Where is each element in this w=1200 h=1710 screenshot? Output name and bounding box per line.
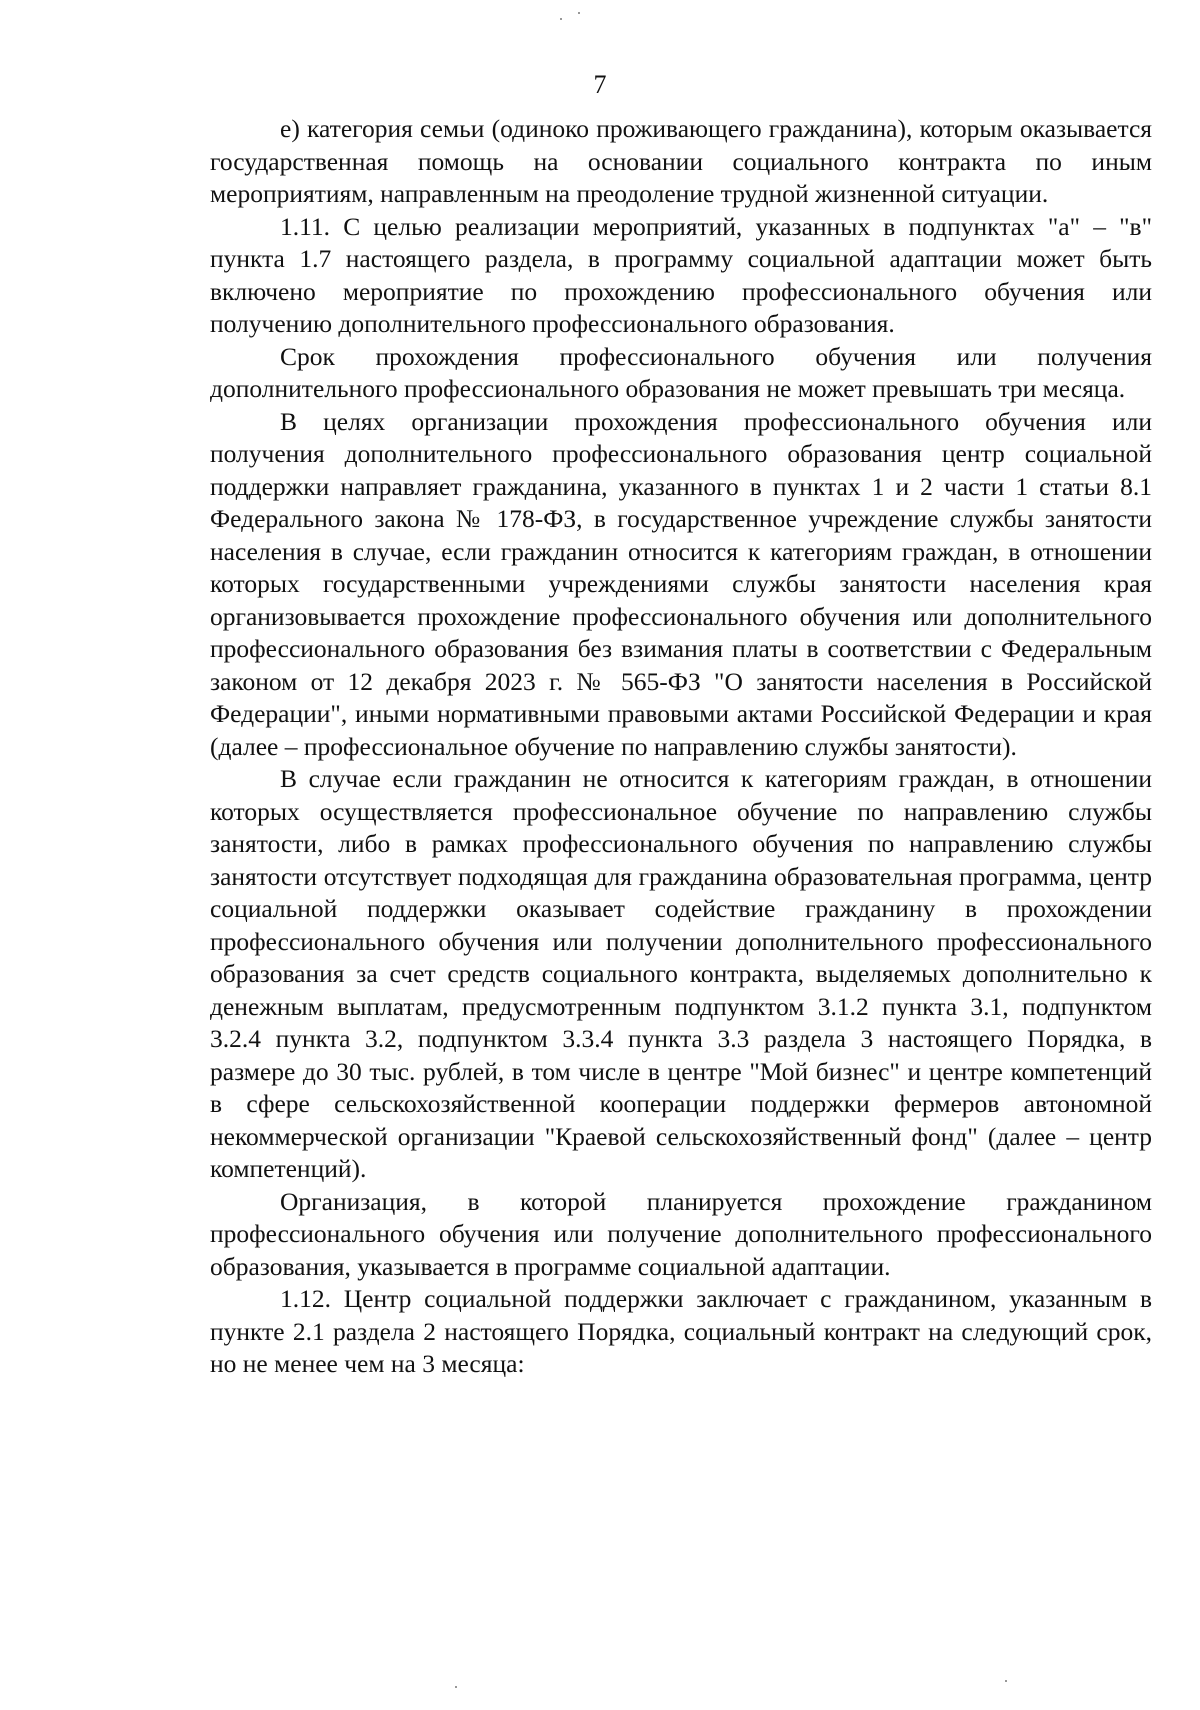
paragraph-1-12: 1.12. Центр социальной поддержки заключает с гражданином, указанным в пункте 2.1 раздела 2 настоящего Порядка, социальный контракт на следующий срок, но не менее чем на 3 месяца: (210, 1284, 1152, 1378)
scan-artifact (455, 1686, 457, 1688)
paragraph-social-contract-funding: В случае если гражданин не относится к категориям граждан, в отношении которых осуществляется профессиональное обучение по направлению службы занятости, либо в рамках профессионального обучения по направлению службы занятости отсутствует подходящая для гражданина образовательная программа, центр социальной поддержки оказывает содействие гражданину в прохождении профессионального обучения или получении дополнительного профессионального образования за счет средств социального контракта, выделяемых дополнительно к денежным выплатам, предусмотренным подпунктом 3.1.2 пункта 3.1, подпунктом 3.2.4 пункта 3.2, подпунктом 3.3.4 пункта 3.3 раздела 3 настоящего Порядка, в размере до 30 тыс. рублей, в том числе в центре "Мой бизнес" и центре компетенций в сфере сельскохозяйственной кооперации поддержки фермеров автономной некоммерческой организации "Краевой сельскохозяйственный фонд" (далее – центр компетенций). (210, 764, 1152, 1183)
paragraph-training-term: Срок прохождения профессионального обучения или получения дополнительного профессионального образования не может превышать три месяца. (210, 341, 1152, 403)
scan-artifact (1005, 1680, 1007, 1682)
page-number: 7 (593, 70, 607, 99)
document-body (210, 113, 1152, 1381)
scan-artifact (578, 12, 580, 14)
paragraph-item-e: е) категория семьи (одиноко проживающего гражданина), которым оказывается государственная помощь на основании социального контракта по иным мероприятиям, направленным на преодоление трудной жизненной ситуации. (210, 114, 1152, 208)
paragraph-organization: Организация, в которой планируется прохождение гражданином профессионального обучения или получение дополнительного профессионального образования, указывается в программе социальной адаптации. (210, 1186, 1152, 1281)
scan-artifact (560, 18, 562, 20)
paragraph-1-11: 1.11. С целью реализации мероприятий, указанных в подпунктах "а" – "в" пункта 1.7 настоящего раздела, в программу социальной адаптации может быть включено мероприятие по прохождению профессионального обучения или получению дополнительного профессионального образования. (210, 211, 1152, 338)
paragraph-employment-service: В целях организации прохождения профессионального обучения или получения дополнительного профессионального образования центр социальной поддержки направляет гражданина, указанного в пунктах 1 и 2 части 1 статьи 8.1 Федерального закона № 178-ФЗ, в государственное учреждение службы занятости населения в случае, если гражданин относится к категориям граждан, в отношении которых государственными учреждениями службы занятости населения края организовывается прохождение профессионального обучения или дополнительного профессионального образования без взимания платы в соответствии с Федеральным законом от 12 декабря 2023 г. № 565-ФЗ "О занятости населения в Российской Федерации", иными нормативными правовыми актами Российской Федерации и края (далее – профессиональное обучение по направлению службы занятости). (210, 406, 1152, 761)
